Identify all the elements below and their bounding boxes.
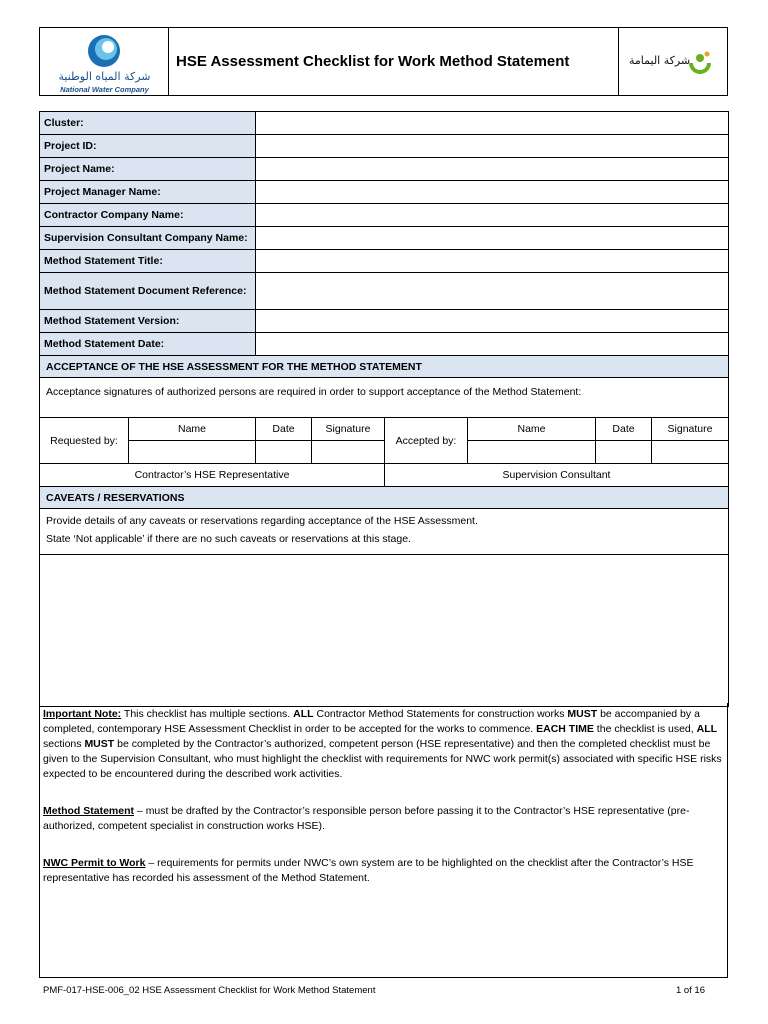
requested-date-header: Date [256, 418, 312, 441]
field-value-ms-doc-ref[interactable] [256, 273, 729, 310]
nwc-logo [40, 28, 169, 95]
field-value-project-name[interactable] [256, 158, 729, 181]
permit-label: NWC Permit to Work [43, 857, 146, 869]
accepted-date-header: Date [596, 418, 652, 441]
field-value-supervision-company[interactable] [256, 227, 729, 250]
nwc-logo-english: National Water Company [60, 85, 149, 94]
accepted-signature-field[interactable] [652, 441, 729, 464]
field-label-project-id: Project ID: [40, 135, 256, 158]
caveats-line-1: Provide details of any caveats or reservations regarding acceptance of the HSE Assessment. [46, 515, 478, 527]
permit-note [43, 856, 724, 886]
accepted-name-field[interactable] [468, 441, 596, 464]
note-emphasis: MUST [567, 708, 598, 720]
field-value-project-manager[interactable] [256, 181, 729, 204]
field-row [40, 273, 729, 310]
note-text: be accompanied by a completed, contemporary HSE Assessment Checklist in order to be accepted for the works to commence. [43, 708, 700, 735]
yamama-logo-icon [687, 49, 713, 75]
field-row [40, 158, 729, 181]
requested-by-label: Requested by: [40, 418, 129, 464]
requested-signature-field[interactable] [312, 441, 385, 464]
acceptance-intro: Acceptance signatures of authorized persons are required in order to support acceptance of the Method Statement: [40, 378, 729, 418]
field-label-contractor-company: Contractor Company Name: [40, 204, 256, 227]
note-text: – requirements for permits under NWC’s own system are to be highlighted on the checklist after the Contractor’s HSE representative has recorded his assessment of the Method Statement. [43, 857, 694, 884]
yamama-logo [618, 28, 727, 95]
document-header [39, 27, 728, 96]
caveats-input-area[interactable] [40, 555, 729, 707]
field-value-project-id[interactable] [256, 135, 729, 158]
accepted-date-field[interactable] [596, 441, 652, 464]
yamama-logo-arabic: شركة اليمامة [629, 54, 691, 67]
accepted-by-label: Accepted by: [385, 418, 468, 464]
field-value-contractor-company[interactable] [256, 204, 729, 227]
note-emphasis: ALL [696, 723, 718, 735]
footer-page-number: 1 of 16 [675, 985, 705, 996]
note-emphasis: ALL [293, 708, 314, 720]
accepted-name-header: Name [468, 418, 596, 441]
important-note [43, 707, 724, 782]
note-text: sections [43, 738, 85, 750]
acceptor-role: Supervision Consultant [385, 464, 729, 487]
document-title: HSE Assessment Checklist for Work Method Statement [176, 53, 570, 70]
field-value-ms-version[interactable] [256, 310, 729, 333]
requested-name-header: Name [129, 418, 256, 441]
note-text: – must be drafted by the Contractor’s responsible person before passing it to the Contractor’s HSE representative (pre-authorized, competent specialist in construction works HSE). [43, 805, 690, 832]
caveats-instructions [40, 509, 729, 555]
note-text: the checklist is used, [593, 723, 697, 735]
nwc-logo-arabic: شركة المياه الوطنية [58, 70, 151, 83]
requested-signature-header: Signature [312, 418, 385, 441]
important-note-label: Important Note: [43, 708, 122, 720]
caveats-line-2: State ‘Not applicable’ if there are no such caveats or reservations at this stage. [46, 533, 411, 545]
field-label-supervision-company: Supervision Consultant Company Name: [40, 227, 256, 250]
field-row [40, 112, 729, 135]
requested-date-field[interactable] [256, 441, 312, 464]
nwc-logo-icon [87, 34, 121, 68]
field-row [40, 135, 729, 158]
field-label-project-manager: Project Manager Name: [40, 181, 256, 204]
field-row [40, 333, 729, 356]
field-label-ms-version: Method Statement Version: [40, 310, 256, 333]
field-label-ms-date: Method Statement Date: [40, 333, 256, 356]
field-label-project-name: Project Name: [40, 158, 256, 181]
field-label-ms-title: Method Statement Title: [40, 250, 256, 273]
note-text: This checklist has multiple sections. [121, 708, 294, 720]
field-row [40, 227, 729, 250]
field-value-ms-date[interactable] [256, 333, 729, 356]
notes-section [39, 703, 728, 978]
field-row [40, 250, 729, 273]
method-statement-note [43, 804, 724, 834]
field-row [40, 181, 729, 204]
method-statement-label: Method Statement [43, 805, 135, 817]
field-label-ms-doc-ref: Method Statement Document Reference: [40, 273, 256, 310]
note-text: be completed by the Contractor’s authorized, competent person (HSE representative) and then the completed checklist must be given to the Supervision Consultant, who must highlight the checklist with requirements for NWC work permit(s) associated with specific HSE risks expected to be encountered during the described work activities. [43, 738, 722, 780]
footer-doc-ref: PMF-017-HSE-006_02 HSE Assessment Checklist for Work Method Statement [43, 985, 376, 996]
requester-role: Contractor’s HSE Representative [40, 464, 385, 487]
acceptance-heading: ACCEPTANCE OF THE HSE ASSESSMENT FOR THE METHOD STATEMENT [40, 356, 729, 378]
field-value-cluster[interactable] [256, 112, 729, 135]
caveats-heading: CAVEATS / RESERVATIONS [40, 487, 729, 509]
field-row [40, 310, 729, 333]
field-row [40, 204, 729, 227]
form-table [39, 111, 729, 707]
note-text: Contractor Method Statements for construction works [313, 708, 568, 720]
field-label-cluster: Cluster: [40, 112, 256, 135]
requested-name-field[interactable] [129, 441, 256, 464]
field-value-ms-title[interactable] [256, 250, 729, 273]
accepted-signature-header: Signature [652, 418, 729, 441]
note-emphasis: EACH TIME [536, 723, 594, 735]
note-emphasis: MUST [84, 738, 115, 750]
